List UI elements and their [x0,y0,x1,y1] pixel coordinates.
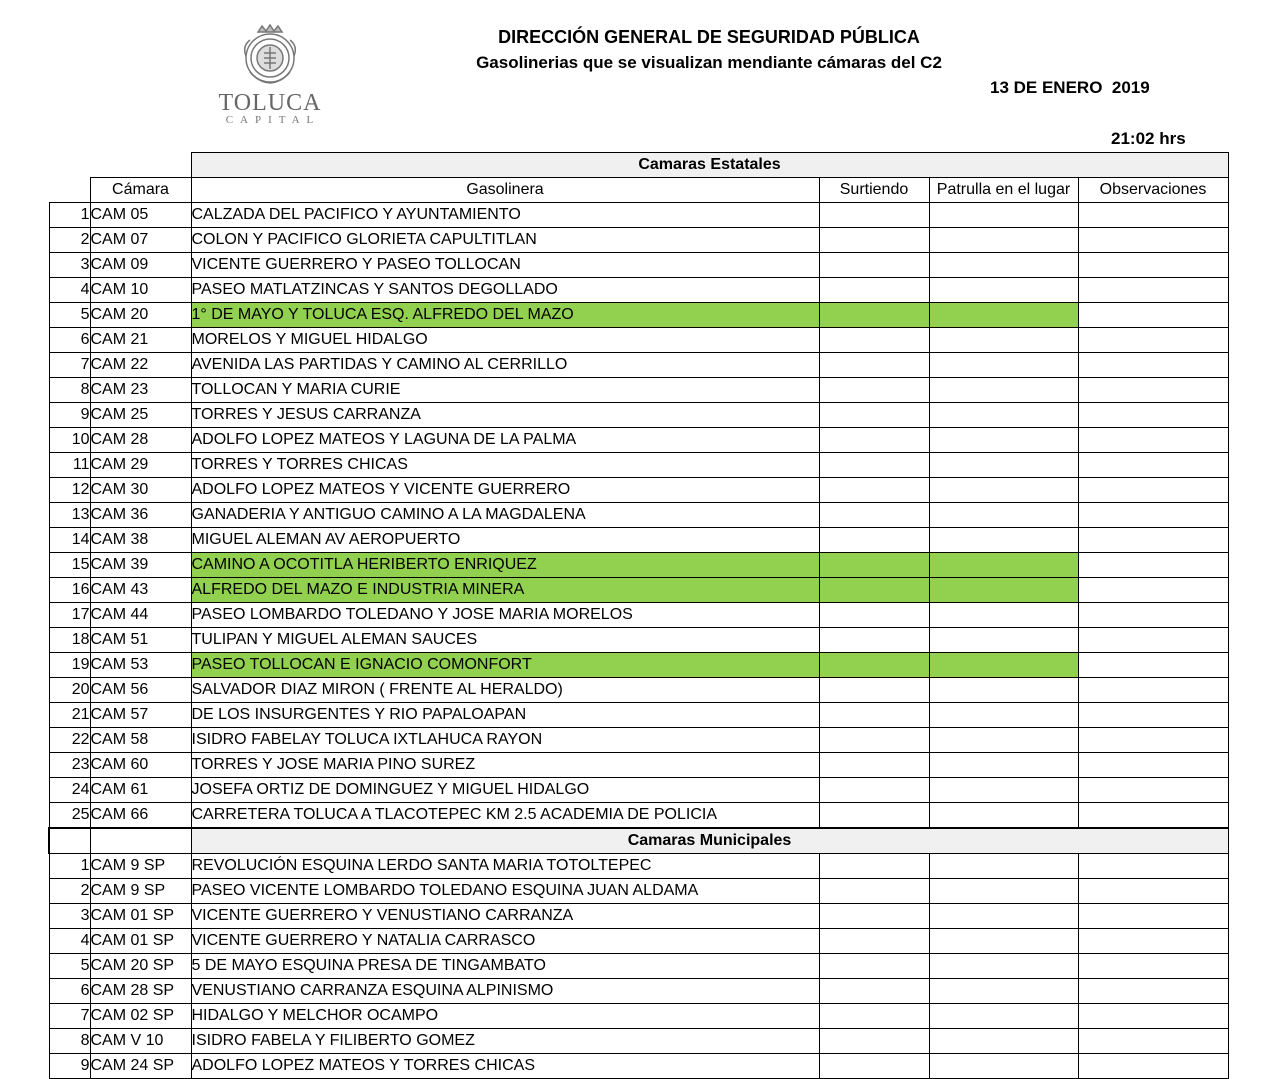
patrulla-cell[interactable] [929,979,1078,1004]
row-number: 3 [49,904,90,929]
surtiendo-cell[interactable] [819,803,929,829]
gas-station-cell: TOLLOCAN Y MARIA CURIE [191,378,819,403]
gas-station-cell: REVOLUCIÓN ESQUINA LERDO SANTA MARIA TOTOLTEPEC [191,854,819,879]
patrulla-cell[interactable] [929,228,1078,253]
surtiendo-cell[interactable] [819,904,929,929]
gas-station-cell: ADOLFO LOPEZ MATEOS Y TORRES CHICAS [191,1054,819,1079]
surtiendo-cell[interactable] [819,253,929,278]
table-row [49,979,1228,1004]
gas-station-cell: ADOLFO LOPEZ MATEOS Y LAGUNA DE LA PALMA [191,428,819,453]
surtiendo-cell[interactable] [819,553,929,578]
patrulla-cell[interactable] [929,403,1078,428]
surtiendo-cell[interactable] [819,453,929,478]
row-number: 12 [49,478,90,503]
coat-of-arms-icon [238,22,302,86]
camera-cell: CAM 56 [90,678,191,703]
observaciones-cell[interactable] [1078,328,1228,353]
table-row [49,378,1228,403]
camera-cell: CAM 28 [90,428,191,453]
observaciones-cell[interactable] [1078,929,1228,954]
patrulla-cell[interactable] [929,653,1078,678]
observaciones-cell[interactable] [1078,203,1228,228]
surtiendo-cell[interactable] [819,478,929,503]
gas-station-cell: DE LOS INSURGENTES Y RIO PAPALOAPAN [191,703,819,728]
observaciones-cell[interactable] [1078,879,1228,904]
patrulla-cell[interactable] [929,678,1078,703]
table-row [49,728,1228,753]
patrulla-cell[interactable] [929,628,1078,653]
observaciones-cell[interactable] [1078,653,1228,678]
patrulla-cell[interactable] [929,879,1078,904]
patrulla-cell[interactable] [929,1029,1078,1054]
observaciones-cell[interactable] [1078,854,1228,879]
surtiendo-cell[interactable] [819,879,929,904]
observaciones-cell[interactable] [1078,1054,1228,1079]
observaciones-cell[interactable] [1078,228,1228,253]
surtiendo-cell[interactable] [819,603,929,628]
surtiendo-cell[interactable] [819,303,929,328]
camera-cell: CAM 02 SP [90,1004,191,1029]
patrulla-cell[interactable] [929,1054,1078,1079]
row-number: 5 [49,954,90,979]
table-row [49,1004,1228,1029]
observaciones-cell[interactable] [1078,753,1228,778]
patrulla-cell[interactable] [929,904,1078,929]
surtiendo-cell[interactable] [819,929,929,954]
observaciones-cell[interactable] [1078,979,1228,1004]
gas-station-cell: TULIPAN Y MIGUEL ALEMAN SAUCES [191,628,819,653]
surtiendo-cell[interactable] [819,678,929,703]
row-number: 18 [49,628,90,653]
observaciones-cell[interactable] [1078,578,1228,603]
section-title-municipales: Camaras Municipales [191,828,1228,854]
row-number: 6 [49,328,90,353]
surtiendo-cell[interactable] [819,854,929,879]
camera-cell: CAM 10 [90,278,191,303]
observaciones-cell[interactable] [1078,503,1228,528]
table-row [49,778,1228,803]
row-number: 2 [49,228,90,253]
row-number: 20 [49,678,90,703]
observaciones-cell[interactable] [1078,378,1228,403]
patrulla-cell[interactable] [929,703,1078,728]
column-header-camara: Cámara [90,178,191,203]
surtiendo-cell[interactable] [819,203,929,228]
table-row [49,678,1228,703]
observaciones-cell[interactable] [1078,353,1228,378]
row-number: 13 [49,503,90,528]
row-number: 10 [49,428,90,453]
report-time: 21:02 hrs [1111,129,1186,148]
table-row [49,403,1228,428]
logo-subtitle: CAPITAL [225,114,321,126]
row-number: 7 [49,1004,90,1029]
camera-cell: CAM 57 [90,703,191,728]
surtiendo-cell[interactable] [819,378,929,403]
column-header-patrulla: Patrulla en el lugar [929,178,1078,203]
surtiendo-cell[interactable] [819,503,929,528]
observaciones-cell[interactable] [1078,678,1228,703]
surtiendo-cell[interactable] [819,1004,929,1029]
camera-cell: CAM 38 [90,528,191,553]
patrulla-cell[interactable] [929,778,1078,803]
patrulla-cell[interactable] [929,854,1078,879]
table-row [49,503,1228,528]
patrulla-cell[interactable] [929,929,1078,954]
patrulla-cell[interactable] [929,303,1078,328]
column-header-observaciones: Observaciones [1078,178,1228,203]
row-number: 4 [49,278,90,303]
camera-cell: CAM 28 SP [90,979,191,1004]
observaciones-cell[interactable] [1078,1004,1228,1029]
camera-cell: CAM 66 [90,803,191,829]
camera-cell: CAM 39 [90,553,191,578]
surtiendo-cell[interactable] [819,1029,929,1054]
gas-station-cell: VICENTE GUERRERO Y VENUSTIANO CARRANZA [191,904,819,929]
patrulla-cell[interactable] [929,428,1078,453]
table-row [49,303,1228,328]
observaciones-cell[interactable] [1078,803,1228,829]
gas-station-cell: CAMINO A OCOTITLA HERIBERTO ENRIQUEZ [191,553,819,578]
observaciones-cell[interactable] [1078,1029,1228,1054]
gas-station-cell: CARRETERA TOLUCA A TLACOTEPEC KM 2.5 ACADEMIA DE POLICIA [191,803,819,829]
row-number: 1 [49,203,90,228]
observaciones-cell[interactable] [1078,428,1228,453]
gas-station-cell: TORRES Y JESUS CARRANZA [191,403,819,428]
gas-station-cell: 1° DE MAYO Y TOLUCA ESQ. ALFREDO DEL MAZO [191,303,819,328]
surtiendo-cell[interactable] [819,1054,929,1079]
camera-cell: CAM 53 [90,653,191,678]
observaciones-cell[interactable] [1078,778,1228,803]
gas-station-cell: 5 DE MAYO ESQUINA PRESA DE TINGAMBATO [191,954,819,979]
surtiendo-cell[interactable] [819,228,929,253]
gas-station-cell: PASEO MATLATZINCAS Y SANTOS DEGOLLADO [191,278,819,303]
row-number: 15 [49,553,90,578]
table-row [49,253,1228,278]
camera-cell: CAM 51 [90,628,191,653]
row-number: 19 [49,653,90,678]
camera-cell: CAM 05 [90,203,191,228]
gas-station-cell: AVENIDA LAS PARTIDAS Y CAMINO AL CERRILLO [191,353,819,378]
gas-station-cell: VICENTE GUERRERO Y NATALIA CARRASCO [191,929,819,954]
observaciones-cell[interactable] [1078,278,1228,303]
row-number: 14 [49,528,90,553]
patrulla-cell[interactable] [929,603,1078,628]
table-row [49,353,1228,378]
section-header-row [49,153,1228,178]
observaciones-cell[interactable] [1078,954,1228,979]
patrulla-cell[interactable] [929,528,1078,553]
patrulla-cell[interactable] [929,753,1078,778]
surtiendo-cell[interactable] [819,578,929,603]
camera-cell: CAM 36 [90,503,191,528]
camera-cell: CAM 61 [90,778,191,803]
gas-station-cell: GANADERIA Y ANTIGUO CAMINO A LA MAGDALENA [191,503,819,528]
camera-cell: CAM 58 [90,728,191,753]
surtiendo-cell[interactable] [819,703,929,728]
row-number: 9 [49,403,90,428]
table-row [49,1054,1228,1079]
patrulla-cell[interactable] [929,1004,1078,1029]
table-row [49,954,1228,979]
row-number: 24 [49,778,90,803]
row-number: 7 [49,353,90,378]
report-date: 13 DE ENERO 2019 [990,78,1150,97]
column-header-row [49,178,1228,203]
surtiendo-cell[interactable] [819,653,929,678]
camera-cell: CAM 24 SP [90,1054,191,1079]
patrulla-cell[interactable] [929,203,1078,228]
camera-cell: CAM 25 [90,403,191,428]
observaciones-cell[interactable] [1078,553,1228,578]
gas-station-cell: TORRES Y JOSE MARIA PINO SUREZ [191,753,819,778]
camera-cell: CAM 20 SP [90,954,191,979]
row-number: 9 [49,1054,90,1079]
gas-station-cell: MIGUEL ALEMAN AV AEROPUERTO [191,528,819,553]
camera-cell: CAM 9 SP [90,854,191,879]
gas-station-cell: ISIDRO FABELA Y FILIBERTO GOMEZ [191,1029,819,1054]
gas-station-cell: TORRES Y TORRES CHICAS [191,453,819,478]
table-row [49,328,1228,353]
table-row [49,203,1228,228]
camera-cell: CAM 60 [90,753,191,778]
table-row [49,879,1228,904]
patrulla-cell[interactable] [929,803,1078,829]
camera-cell: CAM 07 [90,228,191,253]
row-number: 16 [49,578,90,603]
row-number: 8 [49,378,90,403]
page-title: DIRECCIÓN GENERAL DE SEGURIDAD PÚBLICA [498,27,920,47]
page-subtitle: Gasolinerias que se visualizan mendiante cámaras del C2 [476,53,942,72]
row-number: 3 [49,253,90,278]
gas-station-cell: PASEO LOMBARDO TOLEDANO Y JOSE MARIA MORELOS [191,603,819,628]
camera-cell: CAM 9 SP [90,879,191,904]
table-row [49,803,1228,829]
patrulla-cell[interactable] [929,253,1078,278]
row-number: 8 [49,1029,90,1054]
table-row [49,428,1228,453]
gas-station-cell: ALFREDO DEL MAZO E INDUSTRIA MINERA [191,578,819,603]
row-number: 22 [49,728,90,753]
table-row [49,628,1228,653]
patrulla-cell[interactable] [929,478,1078,503]
camera-cell: CAM 23 [90,378,191,403]
gas-station-cell: ADOLFO LOPEZ MATEOS Y VICENTE GUERRERO [191,478,819,503]
surtiendo-cell[interactable] [819,328,929,353]
gas-station-cell: PASEO VICENTE LOMBARDO TOLEDANO ESQUINA JUAN ALDAMA [191,879,819,904]
camera-cell: CAM 09 [90,253,191,278]
camera-cell: CAM 44 [90,603,191,628]
surtiendo-cell[interactable] [819,428,929,453]
gas-stations-table [48,152,1229,1079]
row-number: 5 [49,303,90,328]
column-header-surtiendo: Surtiendo [819,178,929,203]
patrulla-cell[interactable] [929,453,1078,478]
observaciones-cell[interactable] [1078,303,1228,328]
surtiendo-cell[interactable] [819,353,929,378]
table-row [49,528,1228,553]
row-number: 11 [49,453,90,478]
row-number: 25 [49,803,90,829]
empty-cell [49,828,90,854]
camera-cell: CAM 21 [90,328,191,353]
patrulla-cell[interactable] [929,728,1078,753]
surtiendo-cell[interactable] [819,778,929,803]
logo-name: TOLUCA [218,90,322,116]
row-number: 21 [49,703,90,728]
column-header-gasolinera: Gasolinera [191,178,819,203]
gas-station-cell: JOSEFA ORTIZ DE DOMINGUEZ Y MIGUEL HIDALGO [191,778,819,803]
row-number: 1 [49,854,90,879]
gas-station-cell: VICENTE GUERRERO Y PASEO TOLLOCAN [191,253,819,278]
gas-station-cell: ISIDRO FABELAY TOLUCA IXTLAHUCA RAYON [191,728,819,753]
surtiendo-cell[interactable] [819,403,929,428]
patrulla-cell[interactable] [929,378,1078,403]
camera-cell: CAM 01 SP [90,929,191,954]
camera-cell: CAM 30 [90,478,191,503]
gas-station-cell: CALZADA DEL PACIFICO Y AYUNTAMIENTO [191,203,819,228]
surtiendo-cell[interactable] [819,753,929,778]
patrulla-cell[interactable] [929,353,1078,378]
table-row [49,478,1228,503]
gas-station-cell: MORELOS Y MIGUEL HIDALGO [191,328,819,353]
table-row [49,578,1228,603]
patrulla-cell[interactable] [929,503,1078,528]
observaciones-cell[interactable] [1078,904,1228,929]
table-row [49,1029,1228,1054]
table-row [49,603,1228,628]
gas-station-cell: PASEO TOLLOCAN E IGNACIO COMONFORT [191,653,819,678]
patrulla-cell[interactable] [929,578,1078,603]
camera-cell: CAM 22 [90,353,191,378]
row-number: 17 [49,603,90,628]
observaciones-cell[interactable] [1078,478,1228,503]
observaciones-cell[interactable] [1078,628,1228,653]
row-number: 2 [49,879,90,904]
observaciones-cell[interactable] [1078,528,1228,553]
observaciones-cell[interactable] [1078,728,1228,753]
patrulla-cell[interactable] [929,278,1078,303]
observaciones-cell[interactable] [1078,403,1228,428]
patrulla-cell[interactable] [929,328,1078,353]
table-row [49,653,1228,678]
row-number: 4 [49,929,90,954]
toluca-logo [210,22,330,132]
observaciones-cell[interactable] [1078,603,1228,628]
camera-cell: CAM 01 SP [90,904,191,929]
surtiendo-cell[interactable] [819,528,929,553]
section-title-estatales: Camaras Estatales [191,153,1228,178]
table-row [49,703,1228,728]
table-row [49,753,1228,778]
camera-cell: CAM 20 [90,303,191,328]
section-header-row [49,828,1228,854]
gas-station-cell: VENUSTIANO CARRANZA ESQUINA ALPINISMO [191,979,819,1004]
surtiendo-cell[interactable] [819,979,929,1004]
surtiendo-cell[interactable] [819,728,929,753]
surtiendo-cell[interactable] [819,954,929,979]
table-row [49,278,1228,303]
camera-cell: CAM 29 [90,453,191,478]
surtiendo-cell[interactable] [819,278,929,303]
patrulla-cell[interactable] [929,553,1078,578]
gas-station-cell: COLON Y PACIFICO GLORIETA CAPULTITLAN [191,228,819,253]
empty-cell [90,828,191,854]
gas-station-cell: SALVADOR DIAZ MIRON ( FRENTE AL HERALDO) [191,678,819,703]
row-number: 23 [49,753,90,778]
observaciones-cell[interactable] [1078,253,1228,278]
camera-cell: CAM V 10 [90,1029,191,1054]
camera-cell: CAM 43 [90,578,191,603]
table-row [49,453,1228,478]
table-row [49,553,1228,578]
table-row [49,854,1228,879]
row-number: 6 [49,979,90,1004]
table-row [49,904,1228,929]
surtiendo-cell[interactable] [819,628,929,653]
observaciones-cell[interactable] [1078,453,1228,478]
table-row [49,228,1228,253]
gas-station-cell: HIDALGO Y MELCHOR OCAMPO [191,1004,819,1029]
table-row [49,929,1228,954]
patrulla-cell[interactable] [929,954,1078,979]
observaciones-cell[interactable] [1078,703,1228,728]
